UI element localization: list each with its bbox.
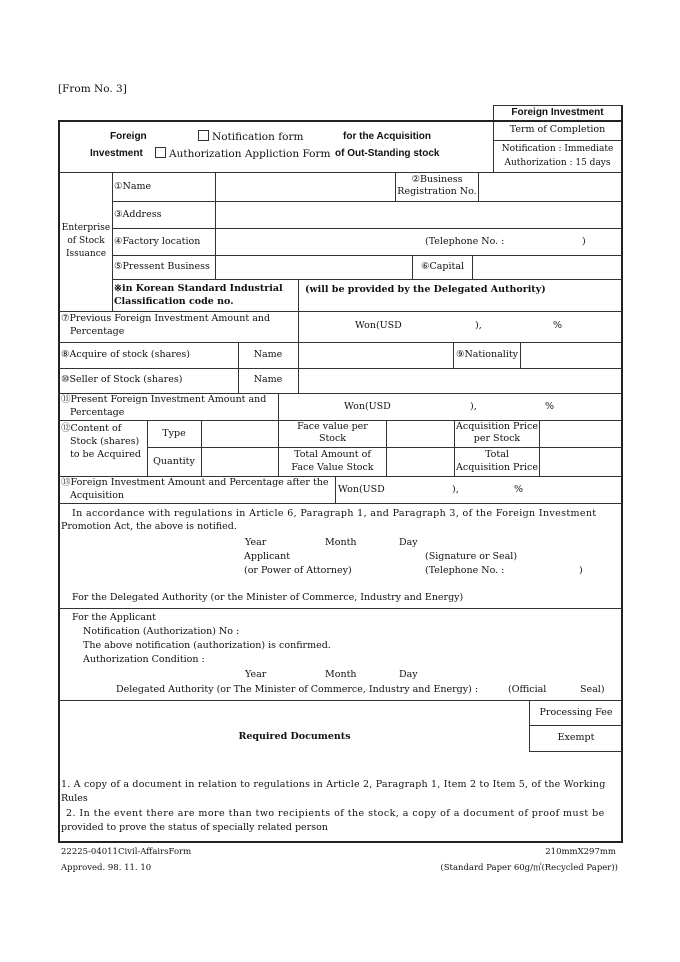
title-investment: Investment xyxy=(90,148,143,159)
divider xyxy=(58,311,622,312)
present-won-usd: Won(USD xyxy=(344,401,391,412)
classification-label-2: Classification code no. xyxy=(114,296,234,307)
address-field[interactable] xyxy=(216,202,621,227)
confirmation-line-3: The above notification (authorization) is confirmed. xyxy=(83,640,331,651)
present-label-2: Percentage xyxy=(70,407,125,418)
acq-price-label-1: Acquisition Price xyxy=(456,421,538,432)
seal-label: Seal) xyxy=(580,684,605,695)
acquirer-label: ⑧Acquire of stock (shares) xyxy=(61,349,190,360)
classification-note: (will be provided by the Delegated Authority) xyxy=(305,284,546,295)
factory-label: ④Factory location xyxy=(114,236,201,247)
total-face-field[interactable] xyxy=(387,448,453,475)
total-acq-label-2: Acquisition Price xyxy=(456,462,538,473)
after-label-2: Acquisition xyxy=(70,490,125,501)
total-face-label-1: Total Amount of xyxy=(294,449,371,460)
confirmation-line-2: Notification (Authorization) No : xyxy=(83,626,240,637)
previous-percent: % xyxy=(553,320,563,331)
notification-option[interactable] xyxy=(198,130,303,143)
address-label: ③Address xyxy=(114,209,162,220)
previous-label-1: ⑦Previous Foreign Investment Amount and xyxy=(61,313,271,324)
business-reg-label-1: ②Business xyxy=(411,174,463,185)
previous-paren: ), xyxy=(475,320,482,331)
footer-form-code: 22225-04011Civil-AffairsForm xyxy=(61,847,192,857)
divider xyxy=(529,725,622,726)
form-number: [From No. 3] xyxy=(58,83,127,95)
divider xyxy=(529,751,622,752)
factory-telephone-label: (Telephone No. : xyxy=(425,236,505,247)
confirmation-authority: Delegated Authority (or The Minister of Commerce, Industry and Energy) : xyxy=(116,684,479,695)
notification-option-label: Notification form xyxy=(212,131,304,143)
applicant-label: Applicant xyxy=(244,551,291,562)
term-label: Term of Completion xyxy=(509,124,606,135)
declaration-text-2: Promotion Act, the above is notified. xyxy=(61,521,237,532)
authorization-checkbox[interactable] xyxy=(155,147,166,158)
required-documents-title: Required Documents xyxy=(238,731,351,742)
term-authorization: Authorization : 15 days xyxy=(504,158,611,168)
divider xyxy=(298,279,299,311)
face-value-label-1: Face value per xyxy=(297,421,368,432)
business-reg-label-2: Registration No. xyxy=(397,186,477,197)
applicant-telephone-close: ) xyxy=(579,565,583,576)
after-label-1: ⑬Foreign Investment Amount and Percentage after the xyxy=(61,477,329,488)
content-label-1: ⑫Content of xyxy=(61,423,122,434)
confirmation-line-4: Authorization Condition : xyxy=(83,654,205,665)
authorization-option-label: Authorization Appliction Form xyxy=(169,148,331,160)
divider xyxy=(112,279,622,280)
divider xyxy=(58,608,622,609)
title-foreign: Foreign xyxy=(110,131,147,142)
acquirer-name-label: Name xyxy=(253,349,283,360)
divider xyxy=(112,172,113,311)
official-label: (Official xyxy=(508,684,547,695)
business-reg-field[interactable] xyxy=(479,173,621,200)
term-notification: Notification : Immediate xyxy=(501,144,614,154)
signature-label: (Signature or Seal) xyxy=(425,551,518,562)
name-field[interactable] xyxy=(216,173,394,200)
quantity-label: Quantity xyxy=(153,456,195,467)
type-field[interactable] xyxy=(202,421,277,446)
confirmation-line-1: For the Applicant xyxy=(72,612,156,623)
declaration-day: Day xyxy=(399,537,418,548)
declaration-year: Year xyxy=(245,537,267,548)
declaration-month: Month xyxy=(325,537,357,548)
capital-label: ⑥Capital xyxy=(420,261,465,272)
confirmation-day: Day xyxy=(399,669,418,680)
nationality-field[interactable] xyxy=(521,343,621,367)
content-label-3: to be Acquired xyxy=(70,449,141,460)
total-face-label-2: Face Value Stock xyxy=(291,462,374,473)
document-item-1-line-1: 1. A copy of a document in relation to regulations in Article 2, Paragraph 1, Item 2 to Item 5, of the Working xyxy=(61,779,606,790)
total-acq-field[interactable] xyxy=(540,448,621,475)
divider xyxy=(58,841,623,843)
seller-name-field[interactable] xyxy=(299,369,621,392)
title-acquisition: for the Acquisition xyxy=(343,131,431,142)
divider xyxy=(335,476,336,503)
after-won-usd: Won(USD xyxy=(338,484,385,495)
authorization-option[interactable] xyxy=(155,147,330,160)
after-percent: % xyxy=(514,484,524,495)
acquirer-name-field[interactable] xyxy=(299,343,452,367)
business-label: ⑤Pressent Business xyxy=(114,261,210,272)
footer-size: 210mmX297mm xyxy=(545,847,616,857)
business-field[interactable] xyxy=(216,256,411,278)
title-outstanding-stock: of Out-Standing stock xyxy=(335,148,440,159)
total-acq-label-1: Total xyxy=(485,449,509,460)
quantity-field[interactable] xyxy=(202,448,277,475)
document-item-1-line-2: Rules xyxy=(61,793,88,804)
processing-fee-label: Processing Fee xyxy=(539,707,613,718)
classification-label-1: ※in Korean Standard Industrial xyxy=(114,283,283,294)
document-item-2-line-2: provided to prove the status of specially related person xyxy=(61,822,328,833)
document-item-2-line-1: 2. In the event there are more than two recipients of the stock, a copy of a document of proof must be xyxy=(66,808,605,819)
footer-approved: Approved. 98. 11. 10 xyxy=(61,863,152,873)
applicant-telephone-label: (Telephone No. : xyxy=(425,565,505,576)
power-of-attorney-label: (or Power of Attorney) xyxy=(244,565,352,576)
present-label-1: ⑪Present Foreign Investment Amount and xyxy=(61,394,267,405)
footer-paper: (Standard Paper 60g/㎡(Recycled Paper)) xyxy=(440,863,618,873)
seller-name-label: Name xyxy=(253,374,283,385)
factory-field[interactable] xyxy=(216,229,416,254)
enterprise-group-label: Enterprise of Stock Issuance xyxy=(61,223,111,259)
name-label: ①Name xyxy=(114,181,152,192)
notification-checkbox[interactable] xyxy=(198,130,209,141)
previous-won-usd: Won(USD xyxy=(355,320,402,331)
after-paren: ), xyxy=(452,484,459,495)
content-label-2: Stock (shares) xyxy=(70,436,140,447)
divider xyxy=(493,140,622,141)
present-paren: ), xyxy=(470,401,477,412)
capital-field[interactable] xyxy=(473,256,621,278)
declaration-addressee: For the Delegated Authority (or the Minister of Commerce, Industry and Energy) xyxy=(72,592,464,603)
present-percent: % xyxy=(545,401,555,412)
divider xyxy=(58,700,622,701)
declaration-text-1: In accordance with regulations in Article 6, Paragraph 1, and Paragraph 3, of the Foreign Investment xyxy=(72,508,597,519)
acq-price-label-2: per Stock xyxy=(473,433,521,444)
nationality-label: ⑨Nationality xyxy=(455,349,519,360)
type-label: Type xyxy=(162,428,186,439)
confirmation-year: Year xyxy=(245,669,267,680)
face-value-field[interactable] xyxy=(387,421,453,446)
acq-price-field[interactable] xyxy=(540,421,621,446)
divider xyxy=(58,120,622,122)
previous-label-2: Percentage xyxy=(70,326,125,337)
factory-telephone-close: ) xyxy=(582,236,586,247)
side-box-title: Foreign Investment xyxy=(511,107,604,118)
face-value-label-2: Stock xyxy=(318,433,347,444)
confirmation-month: Month xyxy=(325,669,357,680)
divider xyxy=(58,503,622,504)
processing-fee-value: Exempt xyxy=(557,732,595,743)
seller-label: ⑩Seller of Stock (shares) xyxy=(61,374,183,385)
